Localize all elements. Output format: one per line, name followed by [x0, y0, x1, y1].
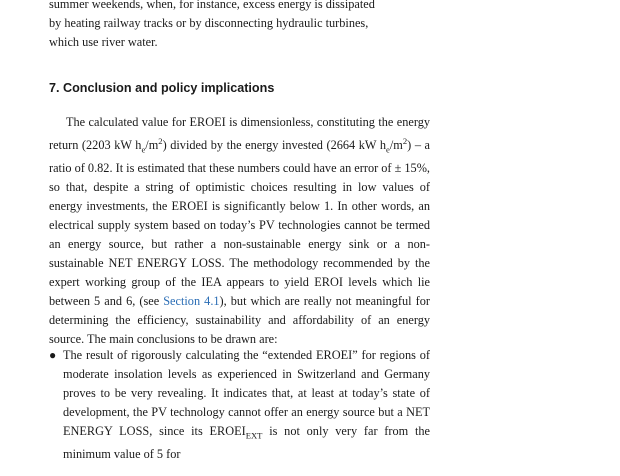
bullet-text: [63, 346, 430, 464]
subscript: EXT: [245, 430, 263, 441]
subscript: e: [386, 144, 390, 155]
text-run: ) – a ratio of 0.82. It is estimated that these numbers could have an error of ± 15%, so that, despite a string of optimistic choices resulting in low values of energy investments, the EROEI is significantly below 1. In other words, an electrical supply system based on today’s PV technologies cannot be termed an energy source, but rather a non-sustainable energy sink or a non-sustainable NET ENERGY LOSS. The methodology recommended by the expert working group of the IEA appears to yield EROI levels which lie between 5 and 6, (see: [49, 138, 431, 308]
bullet-item: [49, 346, 430, 464]
section-link[interactable]: Section 4.1: [163, 293, 220, 308]
superscript: 2: [402, 135, 408, 146]
text-run: ), but which are really not meaningful for determining the efficiency, sustainability and affordability of an energy source. The main conclusions to be drawn are:: [49, 293, 430, 346]
section-heading: 7. Conclusion and policy implications: [49, 81, 275, 95]
text-run: ) divided by the energy invested (2664 kW h: [162, 138, 387, 152]
text-run: The result of rigorously calculating the “extended EROEI” for regions of moderate insolation levels as experienced in Switzerland and Germany proves to be very revealing. It indicates that, at least at today’s state of development, the PV technology cannot offer an energy source but a NET ENERGY LOSS, since its EROEI: [63, 348, 430, 438]
text-run: is not only very far from the minimum value of 5 for: [63, 423, 430, 461]
bullet-dot-icon: ●: [49, 348, 57, 362]
text-line: summer weekends, when, for instance, excess energy is dissipated: [49, 0, 375, 11]
superscript: 2: [158, 135, 163, 146]
text-run: /m: [389, 138, 403, 152]
text-run: /m: [145, 138, 159, 152]
body-paragraph: [49, 113, 430, 348]
text-line: by heating railway tracks or by disconnecting hydraulic turbines,: [49, 15, 369, 30]
text-line: which use river water.: [49, 34, 158, 49]
text-run: The calculated value for EROEI is dimensionless, constituting the energy return (2203 kW h: [49, 115, 430, 152]
subscript: e: [141, 144, 146, 155]
intro-paragraph: [49, 0, 430, 52]
